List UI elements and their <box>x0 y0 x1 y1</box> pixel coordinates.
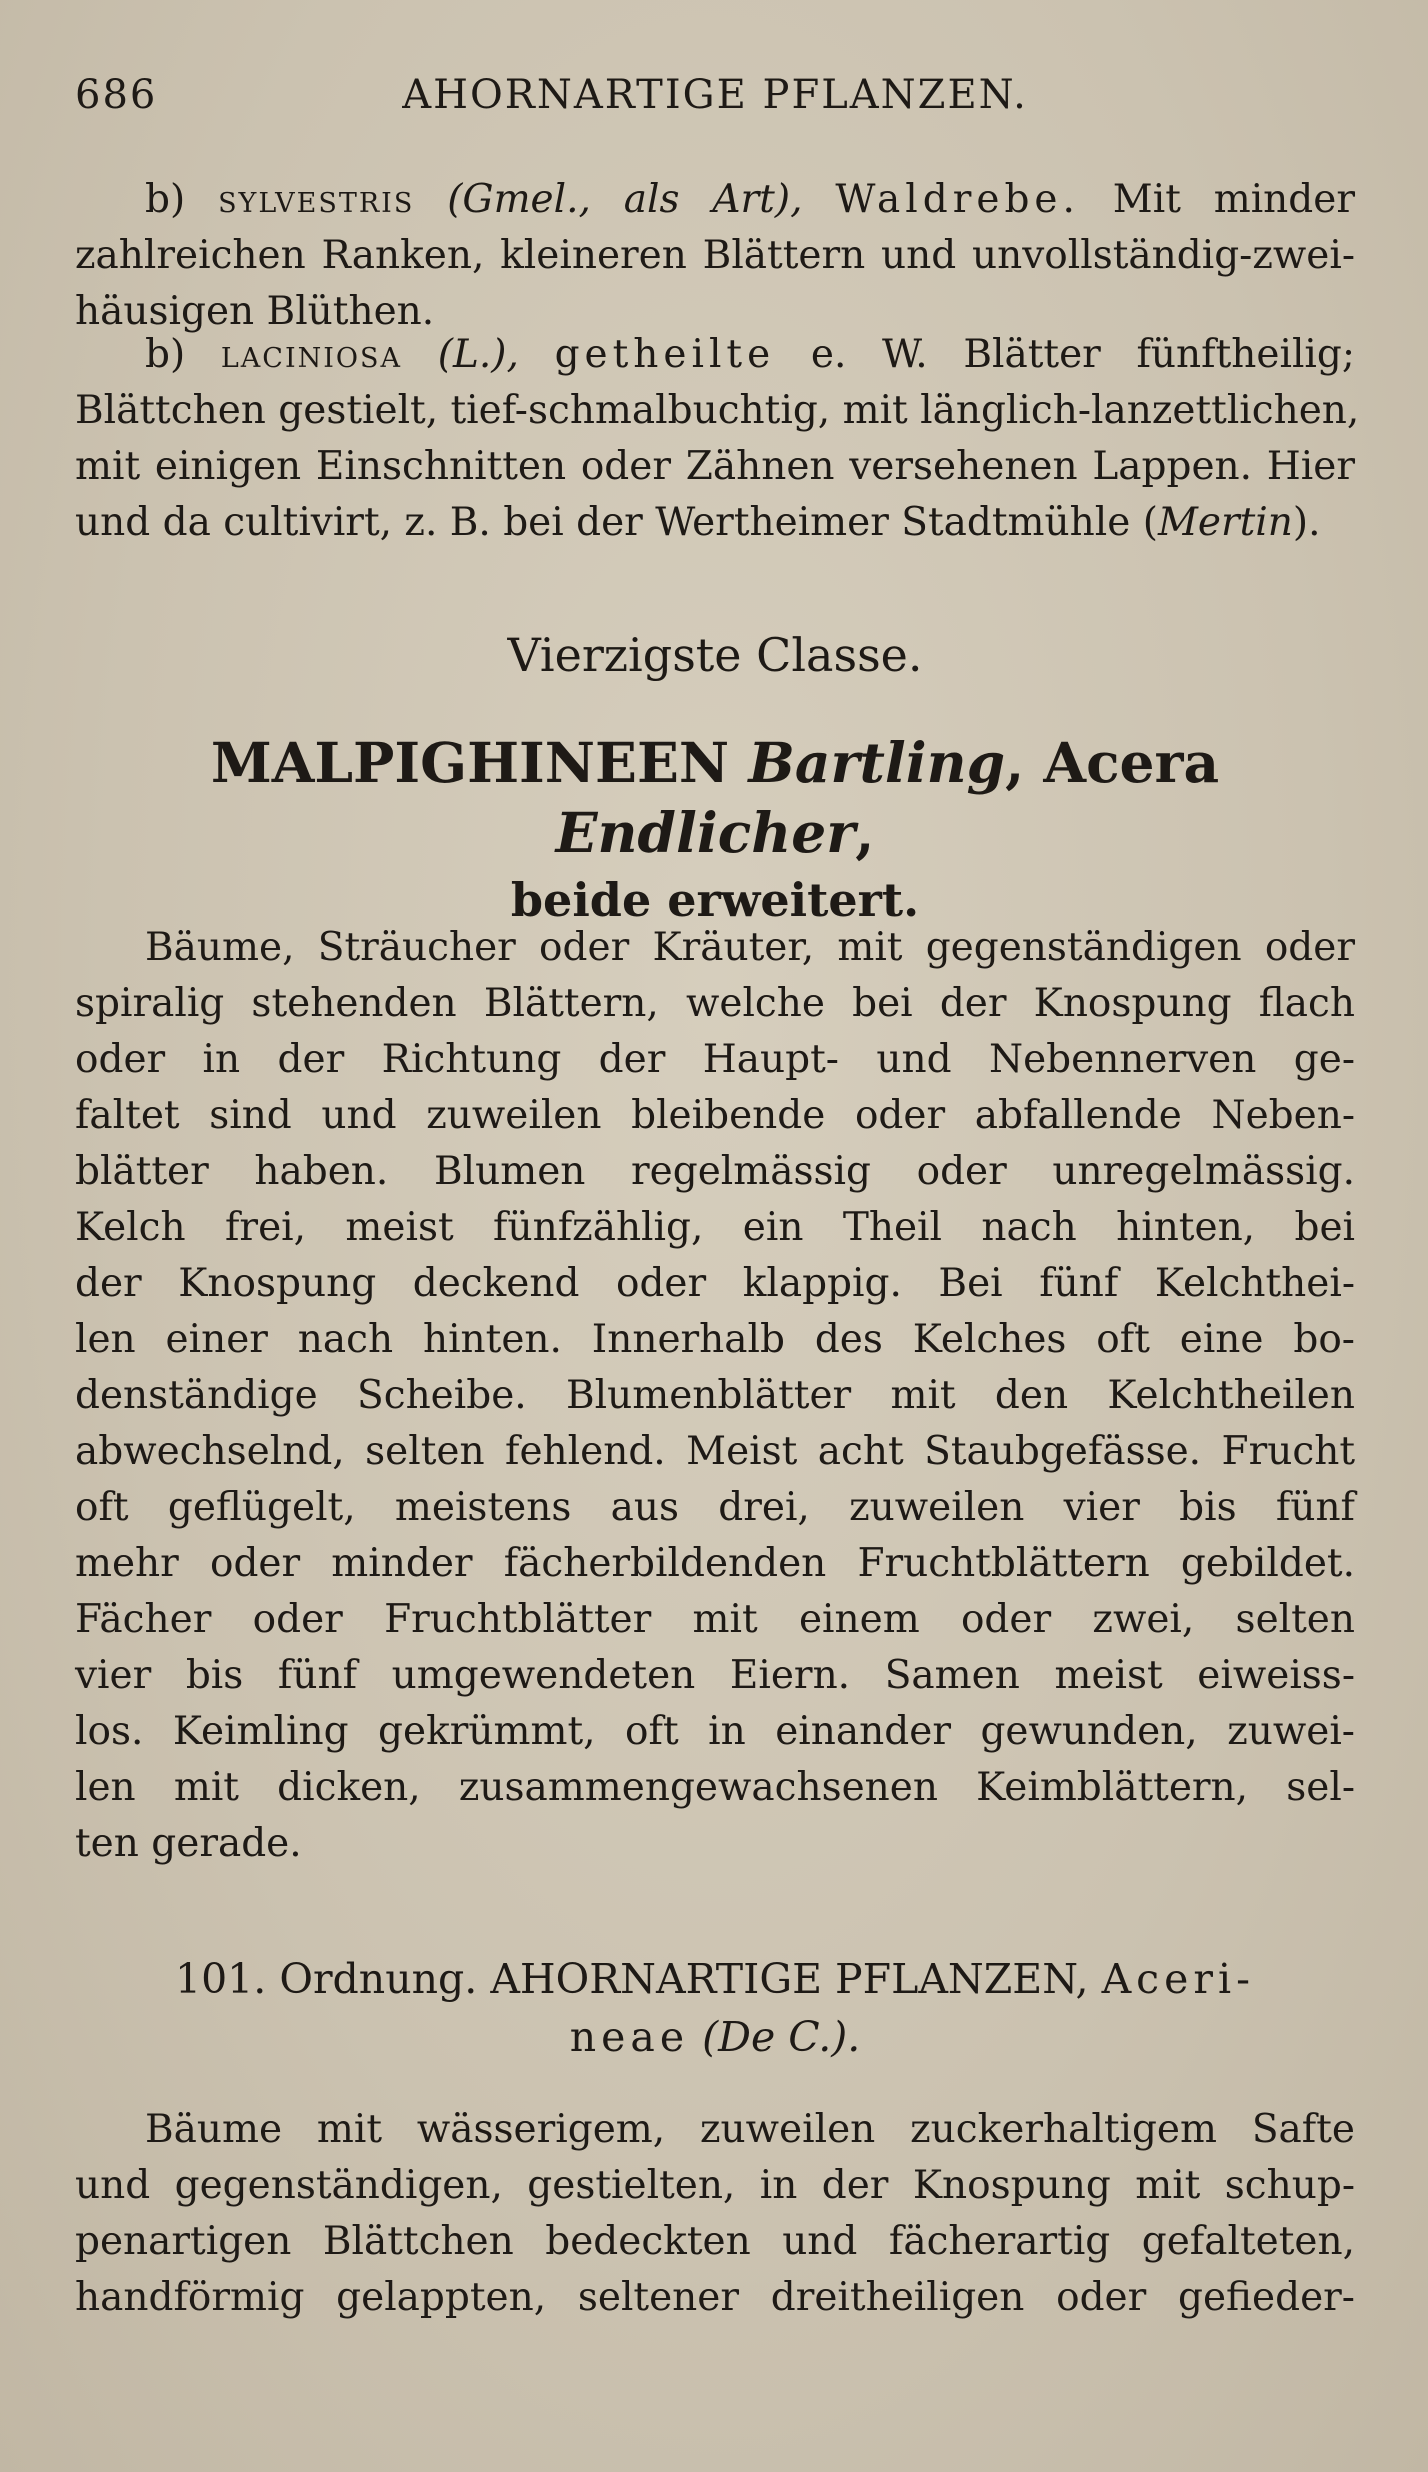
text-line: los. Keimling gekrümmt, oft in einander gewunden, zuwei- <box>75 1709 1355 1754</box>
entry-line: zahlreichen Ranken, kleineren Blättern und unvollständig-zwei- <box>75 233 1355 278</box>
entry-line: b) laciniosa (L.), getheilte e. W. Blätter fünftheilig; <box>145 332 1355 377</box>
text-line: Bäume, Sträucher oder Kräuter, mit gegenständigen oder <box>145 925 1355 970</box>
text-line: oder in der Richtung der Haupt- und Nebennerven ge- <box>75 1037 1355 1082</box>
page-number: 686 <box>75 72 158 118</box>
class-heading: Vierzigste Classe. <box>507 628 923 682</box>
entry-line: Blättchen gestielt, tief-schmalbuchtig, mit länglich-lanzettlichen, <box>75 388 1360 433</box>
order-heading-line: 101. Ordnung. AHORNARTIGE PFLANZEN, Aceri- <box>175 1955 1255 2003</box>
text-line: denständige Scheibe. Blumenblätter mit den Kelchtheilen <box>75 1373 1355 1418</box>
text-line: vier bis fünf umgewendeten Eiern. Samen meist eiweiss- <box>75 1653 1355 1698</box>
order-heading-line: neae (De C.). <box>569 2013 861 2061</box>
class-title <box>75 728 1355 932</box>
text-line: handförmig gelappten, seltener dreitheiligen oder gefieder- <box>75 2275 1355 2320</box>
text-line: ten gerade. <box>75 1821 302 1866</box>
text-line: oft geflügelt, meistens aus drei, zuweilen vier bis fünf <box>75 1485 1355 1530</box>
text-line: abwechselnd, selten fehlend. Meist acht Staubgefässe. Frucht <box>75 1429 1355 1474</box>
entry-sylvestris <box>75 172 1355 340</box>
class-description <box>75 920 1355 1872</box>
entry-line: und da cultivirt, z. B. bei der Wertheimer Stadtmühle (Mertin). <box>75 500 1321 545</box>
text-line: Bäume mit wässerigem, zuweilen zuckerhaltigem Safte <box>145 2107 1355 2152</box>
class-subtitle: beide erweitert. <box>510 873 920 927</box>
entry-line: häusigen Blüthen. <box>75 289 435 334</box>
text-line: faltet sind und zuweilen bleibende oder abfallende Neben- <box>75 1093 1355 1138</box>
text-line: der Knospung deckend oder klappig. Bei fünf Kelchthei- <box>75 1261 1355 1306</box>
text-line: mehr oder minder fächerbildenden Fruchtblättern gebildet. <box>75 1541 1355 1586</box>
running-title: AHORNARTIGE PFLANZEN. <box>402 72 1028 118</box>
class-name: MALPIGHINEEN Bartling, Acera Endlicher, <box>210 730 1220 865</box>
text-line: len mit dicken, zusammengewachsenen Keimblättern, sel- <box>75 1765 1355 1810</box>
entry-line: b) sylvestris (Gmel., als Art), Waldrebe. Mit minder <box>145 177 1355 222</box>
order-heading <box>75 1950 1355 2066</box>
running-header <box>75 72 1355 132</box>
entry-line: mit einigen Einschnitten oder Zähnen versehenen Lappen. Hier <box>75 444 1355 489</box>
text-line: len einer nach hinten. Innerhalb des Kelches oft eine bo- <box>75 1317 1355 1362</box>
text-line: blätter haben. Blumen regelmässig oder unregelmässig. <box>75 1149 1355 1194</box>
text-line: spiralig stehenden Blättern, welche bei der Knospung flach <box>75 981 1355 1026</box>
text-line: Kelch frei, meist fünfzählig, ein Theil nach hinten, bei <box>75 1205 1355 1250</box>
text-line: penartigen Blättchen bedeckten und fächerartig gefalteten, <box>75 2219 1355 2264</box>
text-line: und gegenständigen, gestielten, in der Knospung mit schup- <box>75 2163 1355 2208</box>
order-description <box>75 2102 1355 2326</box>
entry-laciniosa <box>75 327 1360 551</box>
text-line: Fächer oder Fruchtblätter mit einem oder zwei, selten <box>75 1597 1355 1642</box>
